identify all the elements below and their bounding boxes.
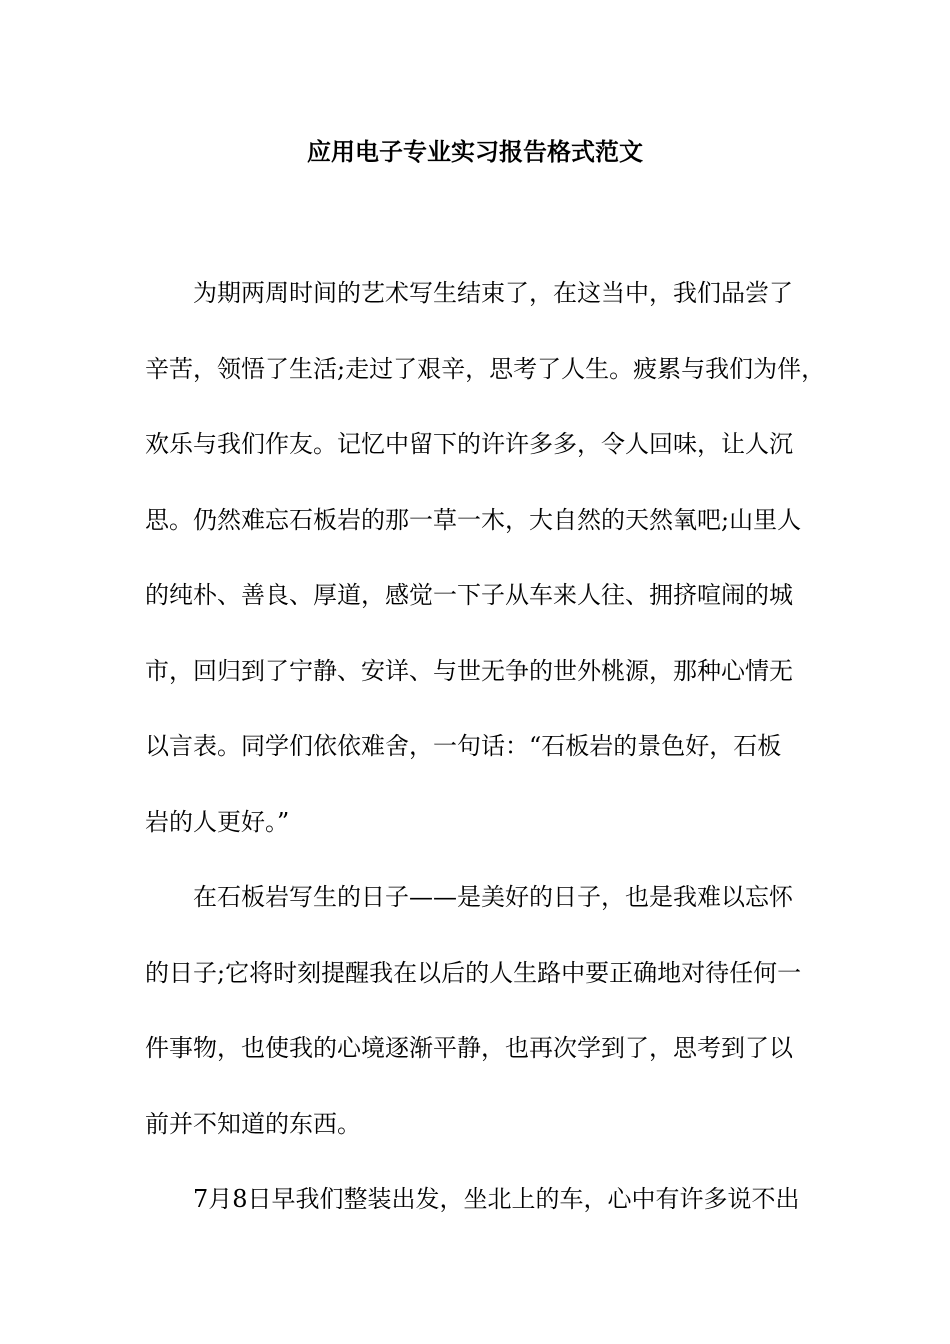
paragraph-2	[145, 860, 807, 1162]
text-line: 欢乐与我们作友。记忆中留下的许许多多，令人回味，让人沉	[145, 430, 793, 458]
text-line: 7月8日早我们整装出发，坐北上的车，心中有许多说不出	[193, 1185, 800, 1213]
text-line: 岩的人更好。”	[145, 807, 290, 836]
text-line: 以言表。同学们依依难舍，一句话：“石板岩的景色好，石板	[145, 732, 782, 760]
text-line: 的日子;它将时刻提醒我在以后的人生路中要正确地对待任何一	[145, 958, 802, 987]
paragraph-1	[145, 256, 826, 860]
paragraph-3	[145, 1162, 807, 1238]
text-line: 前并不知道的东西。	[145, 1109, 361, 1138]
document-body	[145, 256, 826, 1238]
text-line: 思。仍然难忘石板岩的那一草一木，大自然的天然氧吧;山里人	[145, 505, 802, 534]
text-line: 市，回归到了宁静、安详、与世无争的世外桃源，那种心情无	[145, 656, 793, 685]
text-line: 的纯朴、善良、厚道，感觉一下子从车来人往、拥挤喧闹的城	[145, 581, 793, 609]
page-title: 应用电子专业实习报告格式范文	[307, 138, 643, 166]
text-line: 辛苦，领悟了生活;走过了艰辛，思考了人生。疲累与我们为伴，	[145, 354, 826, 383]
text-line: 件事物，也使我的心境逐渐平静，也再次学到了，思考到了以	[145, 1034, 793, 1062]
text-line: 为期两周时间的艺术写生结束了，在这当中，我们品尝了	[193, 279, 793, 307]
text-line: 在石板岩写生的日子——是美好的日子，也是我难以忘怀	[193, 883, 793, 911]
